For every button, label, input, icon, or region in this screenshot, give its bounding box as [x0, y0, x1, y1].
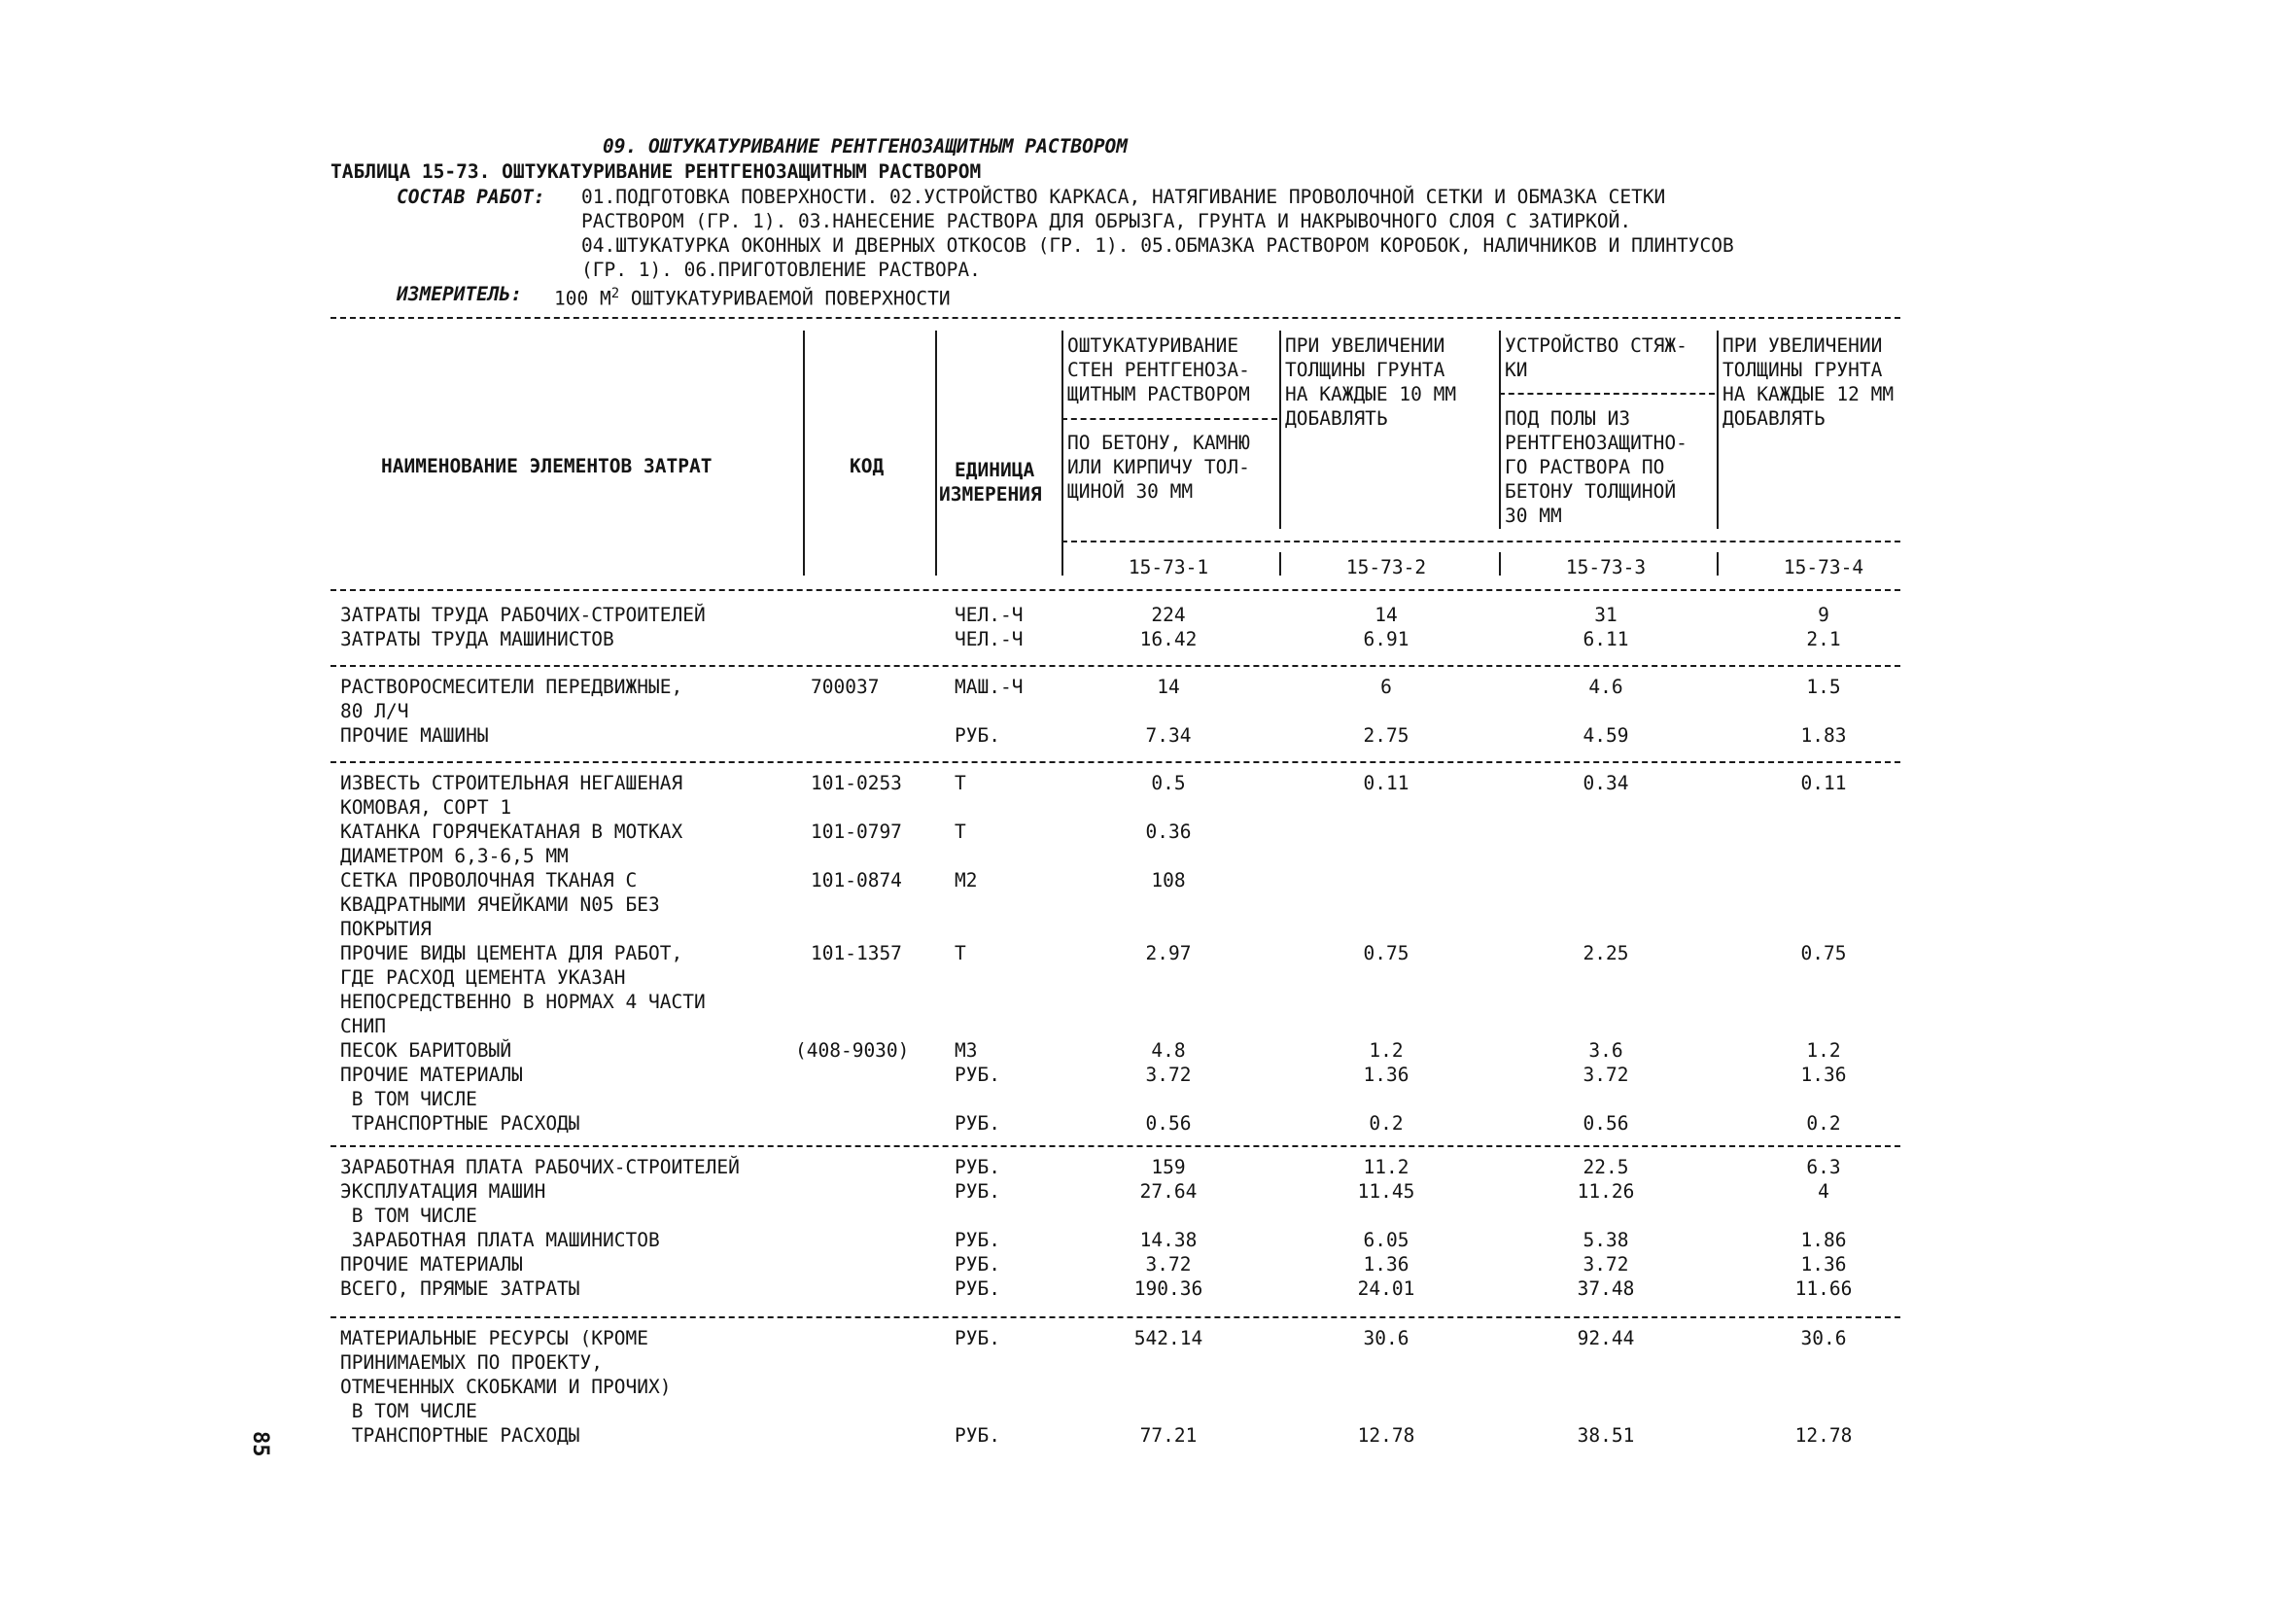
row-value-col4: 11.66 [1794, 1277, 1853, 1300]
row-value-col2: 1.2 [1369, 1039, 1404, 1062]
row-value-col3: 22.5 [1583, 1156, 1629, 1178]
row-value-col2: 1.36 [1363, 1253, 1409, 1276]
row-name-line: ДИАМЕТРОМ 6,3-6,5 ММ [340, 845, 569, 867]
row-value-col2: 11.45 [1357, 1180, 1415, 1203]
group-rule [330, 665, 1900, 667]
row-value-col1: 0.56 [1145, 1112, 1192, 1135]
col-divider-code [803, 331, 805, 576]
meter-label: ИЗМЕРИТЕЛЬ: [397, 283, 523, 305]
row-name-line: НЕПОСРЕДСТВЕННО В НОРМАХ 4 ЧАСТИ [340, 991, 706, 1013]
row-name-line: ПРОЧИЕ МАШИНЫ [340, 724, 489, 747]
row-value-col3: 11.26 [1577, 1180, 1635, 1203]
row-value-col1: 7.34 [1145, 724, 1192, 747]
work-line-1: 01.ПОДГОТОВКА ПОВЕРХНОСТИ. 02.УСТРОЙСТВО КАРКАСА, НАТЯГИВАНИЕ ПРОВОЛОЧНОЙ СЕТКИ И ОБМАЗКА СЕТКИ [581, 186, 1666, 208]
row-value-col1: 0.5 [1151, 772, 1186, 794]
row-name-line: РАСТВОРОСМЕСИТЕЛИ ПЕРЕДВИЖНЫЕ, [340, 676, 683, 698]
row-value-col3: 0.56 [1583, 1112, 1629, 1135]
row-name-line: МАТЕРИАЛЬНЫЕ РЕСУРСЫ (КРОМЕ [340, 1327, 648, 1349]
table-title: ТАБЛИЦА 15-73. ОШТУКАТУРИВАНИЕ РЕНТГЕНОЗАЩИТНЫМ РАСТВОРОМ [330, 160, 982, 183]
row-unit: М2 [955, 869, 978, 891]
row-name-line: ПОКРЫТИЯ [340, 918, 432, 940]
row-value-col4: 1.83 [1800, 724, 1847, 747]
row-unit: РУБ. [955, 1064, 1000, 1086]
row-name-line: ГДЕ РАСХОД ЦЕМЕНТА УКАЗАН [340, 966, 626, 989]
col3-mid-rule [1499, 393, 1715, 395]
row-value-col3: 2.25 [1583, 942, 1629, 964]
row-value-col4: 9 [1818, 604, 1829, 626]
header-col3-top-2: КИ [1505, 359, 1528, 381]
row-value-col4: 12.78 [1794, 1424, 1853, 1447]
group-rule [330, 761, 1900, 763]
header-col2-4: ДОБАВЛЯТЬ [1285, 407, 1388, 430]
header-col3-bottom-3: ГО РАСТВОРА ПО [1505, 456, 1665, 478]
row-unit: Т [955, 942, 966, 964]
header-col2-1: ПРИ УВЕЛИЧЕНИИ [1285, 334, 1445, 357]
header-code: КОД [850, 455, 885, 477]
row-name-line: ВСЕГО, ПРЯМЫЕ ЗАТРАТЫ [340, 1277, 580, 1300]
page-number: 85 [248, 1431, 272, 1457]
header-name: НАИМЕНОВАНИЕ ЭЛЕМЕНТОВ ЗАТРАТ [381, 455, 713, 477]
row-name-line: ИЗВЕСТЬ СТРОИТЕЛЬНАЯ НЕГАШЕНАЯ [340, 772, 683, 794]
row-name-line: КАТАНКА ГОРЯЧЕКАТАНАЯ В МОТКАХ [340, 821, 683, 843]
row-unit: РУБ. [955, 724, 1000, 747]
row-name-line: В ТОМ ЧИСЛЕ [340, 1205, 477, 1227]
header-col3-bottom-4: БЕТОНУ ТОЛЩИНОЙ [1505, 480, 1677, 503]
row-unit: Т [955, 772, 966, 794]
header-bottom-rule [330, 589, 1900, 591]
code-15-73-4: 15-73-4 [1783, 556, 1864, 578]
row-value-col1: 4.8 [1151, 1039, 1186, 1062]
row-unit: ЧЕЛ.-Ч [955, 628, 1024, 650]
col-divider-4 [1717, 331, 1719, 529]
row-name-line: КВАДРАТНЫМИ ЯЧЕЙКАМИ N05 БЕЗ [340, 893, 660, 916]
row-value-col4: 0.2 [1806, 1112, 1841, 1135]
work-label: СОСТАВ РАБОТ: [397, 186, 545, 208]
row-code: 101-1357 [811, 942, 902, 964]
row-name-line: ПРИНИМАЕМЫХ ПО ПРОЕКТУ, [340, 1351, 604, 1374]
row-value-col3: 4.59 [1583, 724, 1629, 747]
header-col3-bottom-5: 30 ММ [1505, 505, 1562, 527]
row-value-col3: 38.51 [1577, 1424, 1635, 1447]
row-code: 101-0874 [811, 869, 902, 891]
row-value-col3: 0.34 [1583, 772, 1629, 794]
header-col4-2: ТОЛЩИНЫ ГРУНТА [1722, 359, 1883, 381]
row-value-col3: 6.11 [1583, 628, 1629, 650]
row-unit: М3 [955, 1039, 978, 1062]
row-value-col2: 1.36 [1363, 1064, 1409, 1086]
row-value-col4: 1.36 [1800, 1064, 1847, 1086]
header-col1-bottom-3: ЩИНОЙ 30 ММ [1067, 480, 1194, 503]
header-col2-2: ТОЛЩИНЫ ГРУНТА [1285, 359, 1445, 381]
col-divider-3 [1499, 331, 1501, 529]
code-row-rule [1061, 541, 1900, 542]
row-unit: РУБ. [955, 1112, 1000, 1135]
row-value-col1: 108 [1151, 869, 1186, 891]
header-col1-top-2: СТЕН РЕНТГЕНОЗА- [1067, 359, 1250, 381]
row-unit: РУБ. [955, 1277, 1000, 1300]
work-line-2: РАСТВОРОМ (ГР. 1). 03.НАНЕСЕНИЕ РАСТВОРА ДЛЯ ОБРЫЗГА, ГРУНТА И НАКРЫВОЧНОГО СЛОЯ С ЗАТИРКОЙ. [581, 210, 1632, 232]
row-unit: ЧЕЛ.-Ч [955, 604, 1024, 626]
col-divider-unit [935, 331, 937, 576]
row-value-col2: 0.11 [1363, 772, 1409, 794]
row-unit: РУБ. [955, 1327, 1000, 1349]
row-value-col1: 190.36 [1133, 1277, 1203, 1300]
header-col2-3: НА КАЖДЫЕ 10 ММ [1285, 383, 1457, 405]
row-value-col2: 2.75 [1363, 724, 1409, 747]
row-value-col3: 37.48 [1577, 1277, 1635, 1300]
header-col4-4: ДОБАВЛЯТЬ [1722, 407, 1826, 430]
row-unit: РУБ. [955, 1424, 1000, 1447]
header-col1-top-3: ЩИТНЫМ РАСТВОРОМ [1067, 383, 1250, 405]
row-code: 101-0797 [811, 821, 902, 843]
group-rule [330, 1145, 1900, 1147]
row-name-line: ОТМЕЧЕННЫХ СКОБКАМИ И ПРОЧИХ) [340, 1376, 672, 1398]
row-name-line: ЗАРАБОТНАЯ ПЛАТА РАБОЧИХ-СТРОИТЕЛЕЙ [340, 1156, 740, 1178]
row-value-col4: 0.75 [1800, 942, 1847, 964]
col-divider-2 [1279, 331, 1281, 529]
code-15-73-2: 15-73-2 [1345, 556, 1427, 578]
work-line-4: (ГР. 1). 06.ПРИГОТОВЛЕНИЕ РАСТВОРА. [581, 259, 981, 281]
row-name-line: ТРАНСПОРТНЫЕ РАСХОДЫ [340, 1424, 580, 1447]
row-unit: РУБ. [955, 1156, 1000, 1178]
row-value-col3: 31 [1594, 604, 1618, 626]
row-unit: МАШ.-Ч [955, 676, 1024, 698]
code-divider-3 [1499, 552, 1501, 576]
row-unit: РУБ. [955, 1180, 1000, 1203]
row-name-line: ЭКСПЛУАТАЦИЯ МАШИН [340, 1180, 546, 1203]
code-divider-2 [1279, 552, 1281, 576]
header-col1-bottom-2: ИЛИ КИРПИЧУ ТОЛ- [1067, 456, 1250, 478]
row-name-line: ТРАНСПОРТНЫЕ РАСХОДЫ [340, 1112, 580, 1135]
row-value-col3: 3.72 [1583, 1253, 1629, 1276]
row-value-col3: 4.6 [1588, 676, 1623, 698]
row-value-col1: 14 [1157, 676, 1180, 698]
row-unit: РУБ. [955, 1253, 1000, 1276]
header-col4-1: ПРИ УВЕЛИЧЕНИИ [1722, 334, 1883, 357]
row-value-col2: 24.01 [1357, 1277, 1415, 1300]
row-value-col2: 6.91 [1363, 628, 1409, 650]
group-rule [330, 1316, 1900, 1318]
row-value-col4: 2.1 [1806, 628, 1841, 650]
row-unit: Т [955, 821, 966, 843]
row-value-col1: 0.36 [1145, 821, 1192, 843]
row-value-col2: 11.2 [1363, 1156, 1409, 1178]
row-value-col2: 6.05 [1363, 1229, 1409, 1251]
row-name-line: КОМОВАЯ, СОРТ 1 [340, 796, 512, 819]
row-value-col1: 3.72 [1145, 1253, 1192, 1276]
row-value-col1: 2.97 [1145, 942, 1192, 964]
row-value-col1: 14.38 [1139, 1229, 1198, 1251]
row-name-line: В ТОМ ЧИСЛЕ [340, 1088, 477, 1110]
row-value-col4: 0.11 [1800, 772, 1847, 794]
meter-value: 100 $М^2$ ОШТУКАТУРИВАЕМОЙ ПОВЕРХНОСТИ [554, 286, 951, 310]
row-value-col2: 6 [1380, 676, 1392, 698]
row-value-col1: 77.21 [1139, 1424, 1198, 1447]
row-name-line: ПЕСОК БАРИТОВЫЙ [340, 1039, 512, 1062]
row-name-line: ЗАРАБОТНАЯ ПЛАТА МАШИНИСТОВ [340, 1229, 660, 1251]
row-name-line: СЕТКА ПРОВОЛОЧНАЯ ТКАНАЯ С [340, 869, 638, 891]
row-value-col2: 12.78 [1357, 1424, 1415, 1447]
header-col1-bottom-1: ПО БЕТОНУ, КАМНЮ [1067, 432, 1250, 454]
row-name-line: В ТОМ ЧИСЛЕ [340, 1400, 477, 1422]
row-value-col1: 16.42 [1139, 628, 1198, 650]
header-unit-2: ИЗМЕРЕНИЯ [939, 483, 1042, 506]
row-value-col2: 30.6 [1363, 1327, 1409, 1349]
row-value-col3: 3.6 [1588, 1039, 1623, 1062]
header-col4-3: НА КАЖДЫЕ 12 ММ [1722, 383, 1895, 405]
header-unit-1: ЕДИНИЦА [955, 459, 1035, 481]
row-name-line: ЗАТРАТЫ ТРУДА МАШИНИСТОВ [340, 628, 614, 650]
row-name-line: 80 Л/Ч [340, 700, 409, 722]
header-col3-top-1: УСТРОЙСТВО СТЯЖ- [1505, 334, 1687, 357]
row-value-col4: 1.86 [1800, 1229, 1847, 1251]
row-value-col4: 1.2 [1806, 1039, 1841, 1062]
row-value-col1: 542.14 [1133, 1327, 1203, 1349]
row-value-col3: 3.72 [1583, 1064, 1629, 1086]
row-value-col2: 0.2 [1369, 1112, 1404, 1135]
row-value-col3: 5.38 [1583, 1229, 1629, 1251]
code-15-73-1: 15-73-1 [1128, 556, 1209, 578]
col1-mid-rule [1061, 418, 1277, 420]
row-value-col2: 0.75 [1363, 942, 1409, 964]
row-unit: РУБ. [955, 1229, 1000, 1251]
header-col3-bottom-1: ПОД ПОЛЫ ИЗ [1505, 407, 1631, 430]
row-code: 700037 [811, 676, 880, 698]
row-value-col4: 6.3 [1806, 1156, 1841, 1178]
code-15-73-3: 15-73-3 [1565, 556, 1647, 578]
row-value-col4: 1.5 [1806, 676, 1841, 698]
row-value-col4: 1.36 [1800, 1253, 1847, 1276]
row-value-col3: 92.44 [1577, 1327, 1635, 1349]
row-value-col1: 3.72 [1145, 1064, 1192, 1086]
row-value-col1: 159 [1151, 1156, 1186, 1178]
section-title: 09. ОШТУКАТУРИВАНИЕ РЕНТГЕНОЗАЩИТНЫМ РАСТВОРОМ [603, 135, 1129, 157]
row-name-line: ПРОЧИЕ МАТЕРИАЛЫ [340, 1064, 523, 1086]
row-code: 101-0253 [811, 772, 902, 794]
row-value-col1: 224 [1151, 604, 1186, 626]
row-code: (408-9030) [795, 1039, 910, 1062]
row-name-line: ПРОЧИЕ МАТЕРИАЛЫ [340, 1253, 523, 1276]
row-value-col4: 4 [1818, 1180, 1829, 1203]
code-divider-4 [1717, 552, 1719, 576]
header-top-rule [330, 317, 1900, 319]
row-name-line: СНИП [340, 1015, 386, 1037]
row-value-col1: 27.64 [1139, 1180, 1198, 1203]
row-value-col2: 14 [1374, 604, 1398, 626]
row-value-col4: 30.6 [1800, 1327, 1847, 1349]
col-divider-1 [1061, 331, 1063, 576]
row-name-line: ПРОЧИЕ ВИДЫ ЦЕМЕНТА ДЛЯ РАБОТ, [340, 942, 683, 964]
header-col3-bottom-2: РЕНТГЕНОЗАЩИТНО- [1505, 432, 1687, 454]
row-name-line: ЗАТРАТЫ ТРУДА РАБОЧИХ-СТРОИТЕЛЕЙ [340, 604, 706, 626]
work-line-3: 04.ШТУКАТУРКА ОКОННЫХ И ДВЕРНЫХ ОТКОСОВ (ГР. 1). 05.ОБМАЗКА РАСТВОРОМ КОРОБОК, НАЛИЧНИКОВ И ПЛИНТУСОВ [581, 234, 1734, 257]
header-col1-top-1: ОШТУКАТУРИВАНИЕ [1067, 334, 1239, 357]
